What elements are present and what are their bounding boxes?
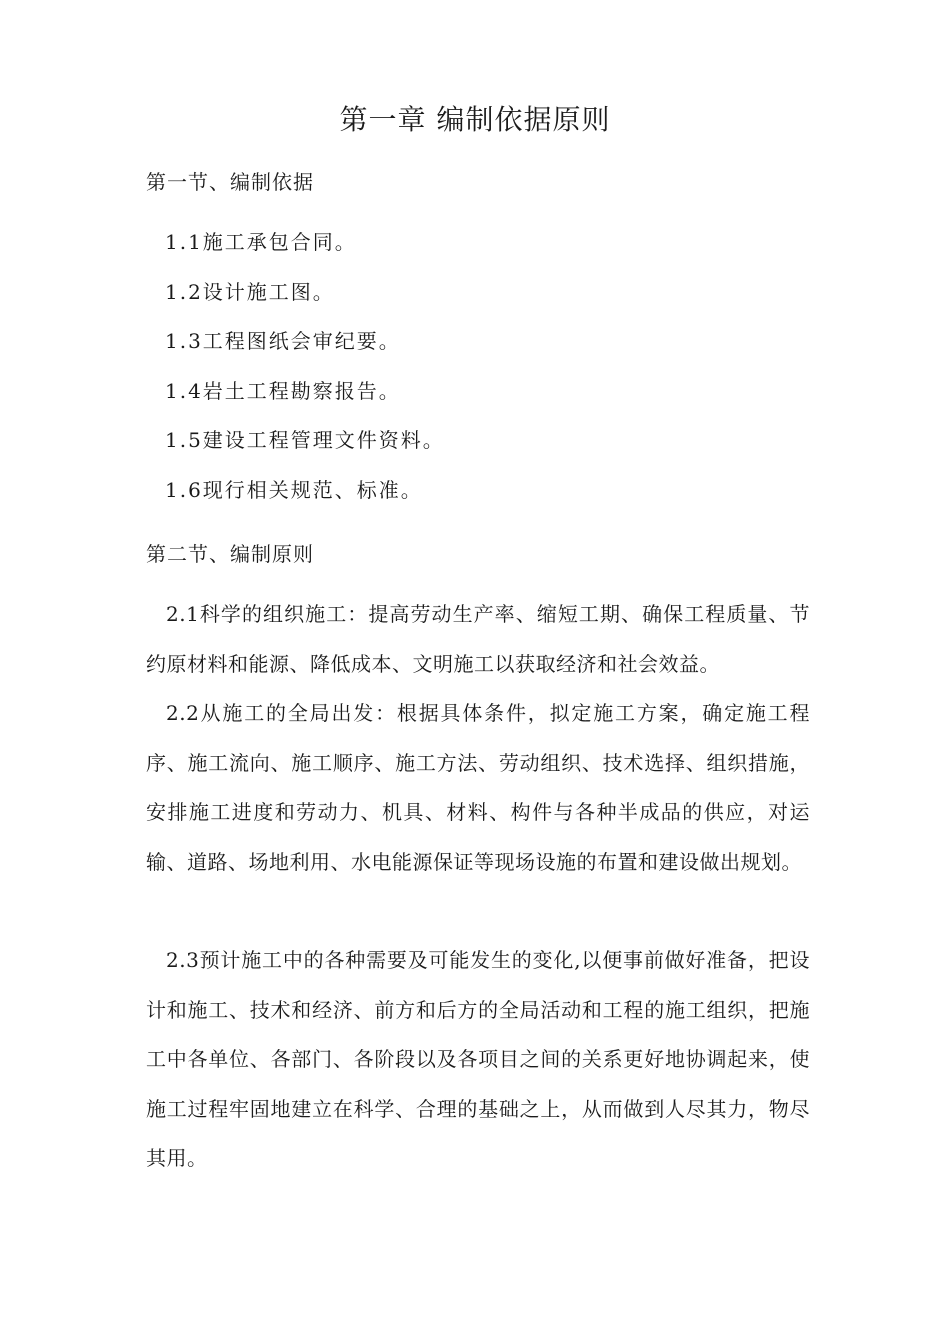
list-item: 1.2设计施工图。 xyxy=(165,280,335,304)
list-item: 1.4岩土工程勘察报告。 xyxy=(165,379,401,403)
list-item: 1.3工程图纸会审纪要。 xyxy=(165,329,401,353)
list-item: 1.5建设工程管理文件资料。 xyxy=(165,428,445,452)
paragraph-2-2: 2.2从施工的全局出发：根据具体条件，拟定施工方案，确定施工程序、施工流向、施工顺序、施工方法、劳动组织、技术选择、组织措施，安排施工进度和劳动力、机具、材料、构件与各种半成品的供应，对运输、道路、场地利用、水电能源保证等现场设施的布置和建设做出规划。 xyxy=(146,701,810,874)
section-heading-principles: 第二节、编制原则 xyxy=(146,542,314,566)
list-item: 1.1施工承包合同。 xyxy=(165,230,357,254)
chapter-title: 第一章 编制依据原则 xyxy=(339,103,611,136)
paragraph-2-1: 2.1科学的组织施工：提高劳动生产率、缩短工期、确保工程质量、节约原材料和能源、降低成本、文明施工以获取经济和社会效益。 xyxy=(146,602,810,676)
paragraph-2-3: 2.3预计施工中的各种需要及可能发生的变化,以便事前做好准备，把设计和施工、技术和经济、前方和后方的全局活动和工程的施工组织，把施工中各单位、各部门、各阶段以及各项目之间的关系更好地协调起来，使施工过程牢固地建立在科学、合理的基础之上，从而做到人尽其力，物尽其用。 xyxy=(146,948,810,1170)
section-heading-basis: 第一节、编制依据 xyxy=(146,170,314,194)
list-item: 1.6现行相关规范、标准。 xyxy=(165,478,423,502)
